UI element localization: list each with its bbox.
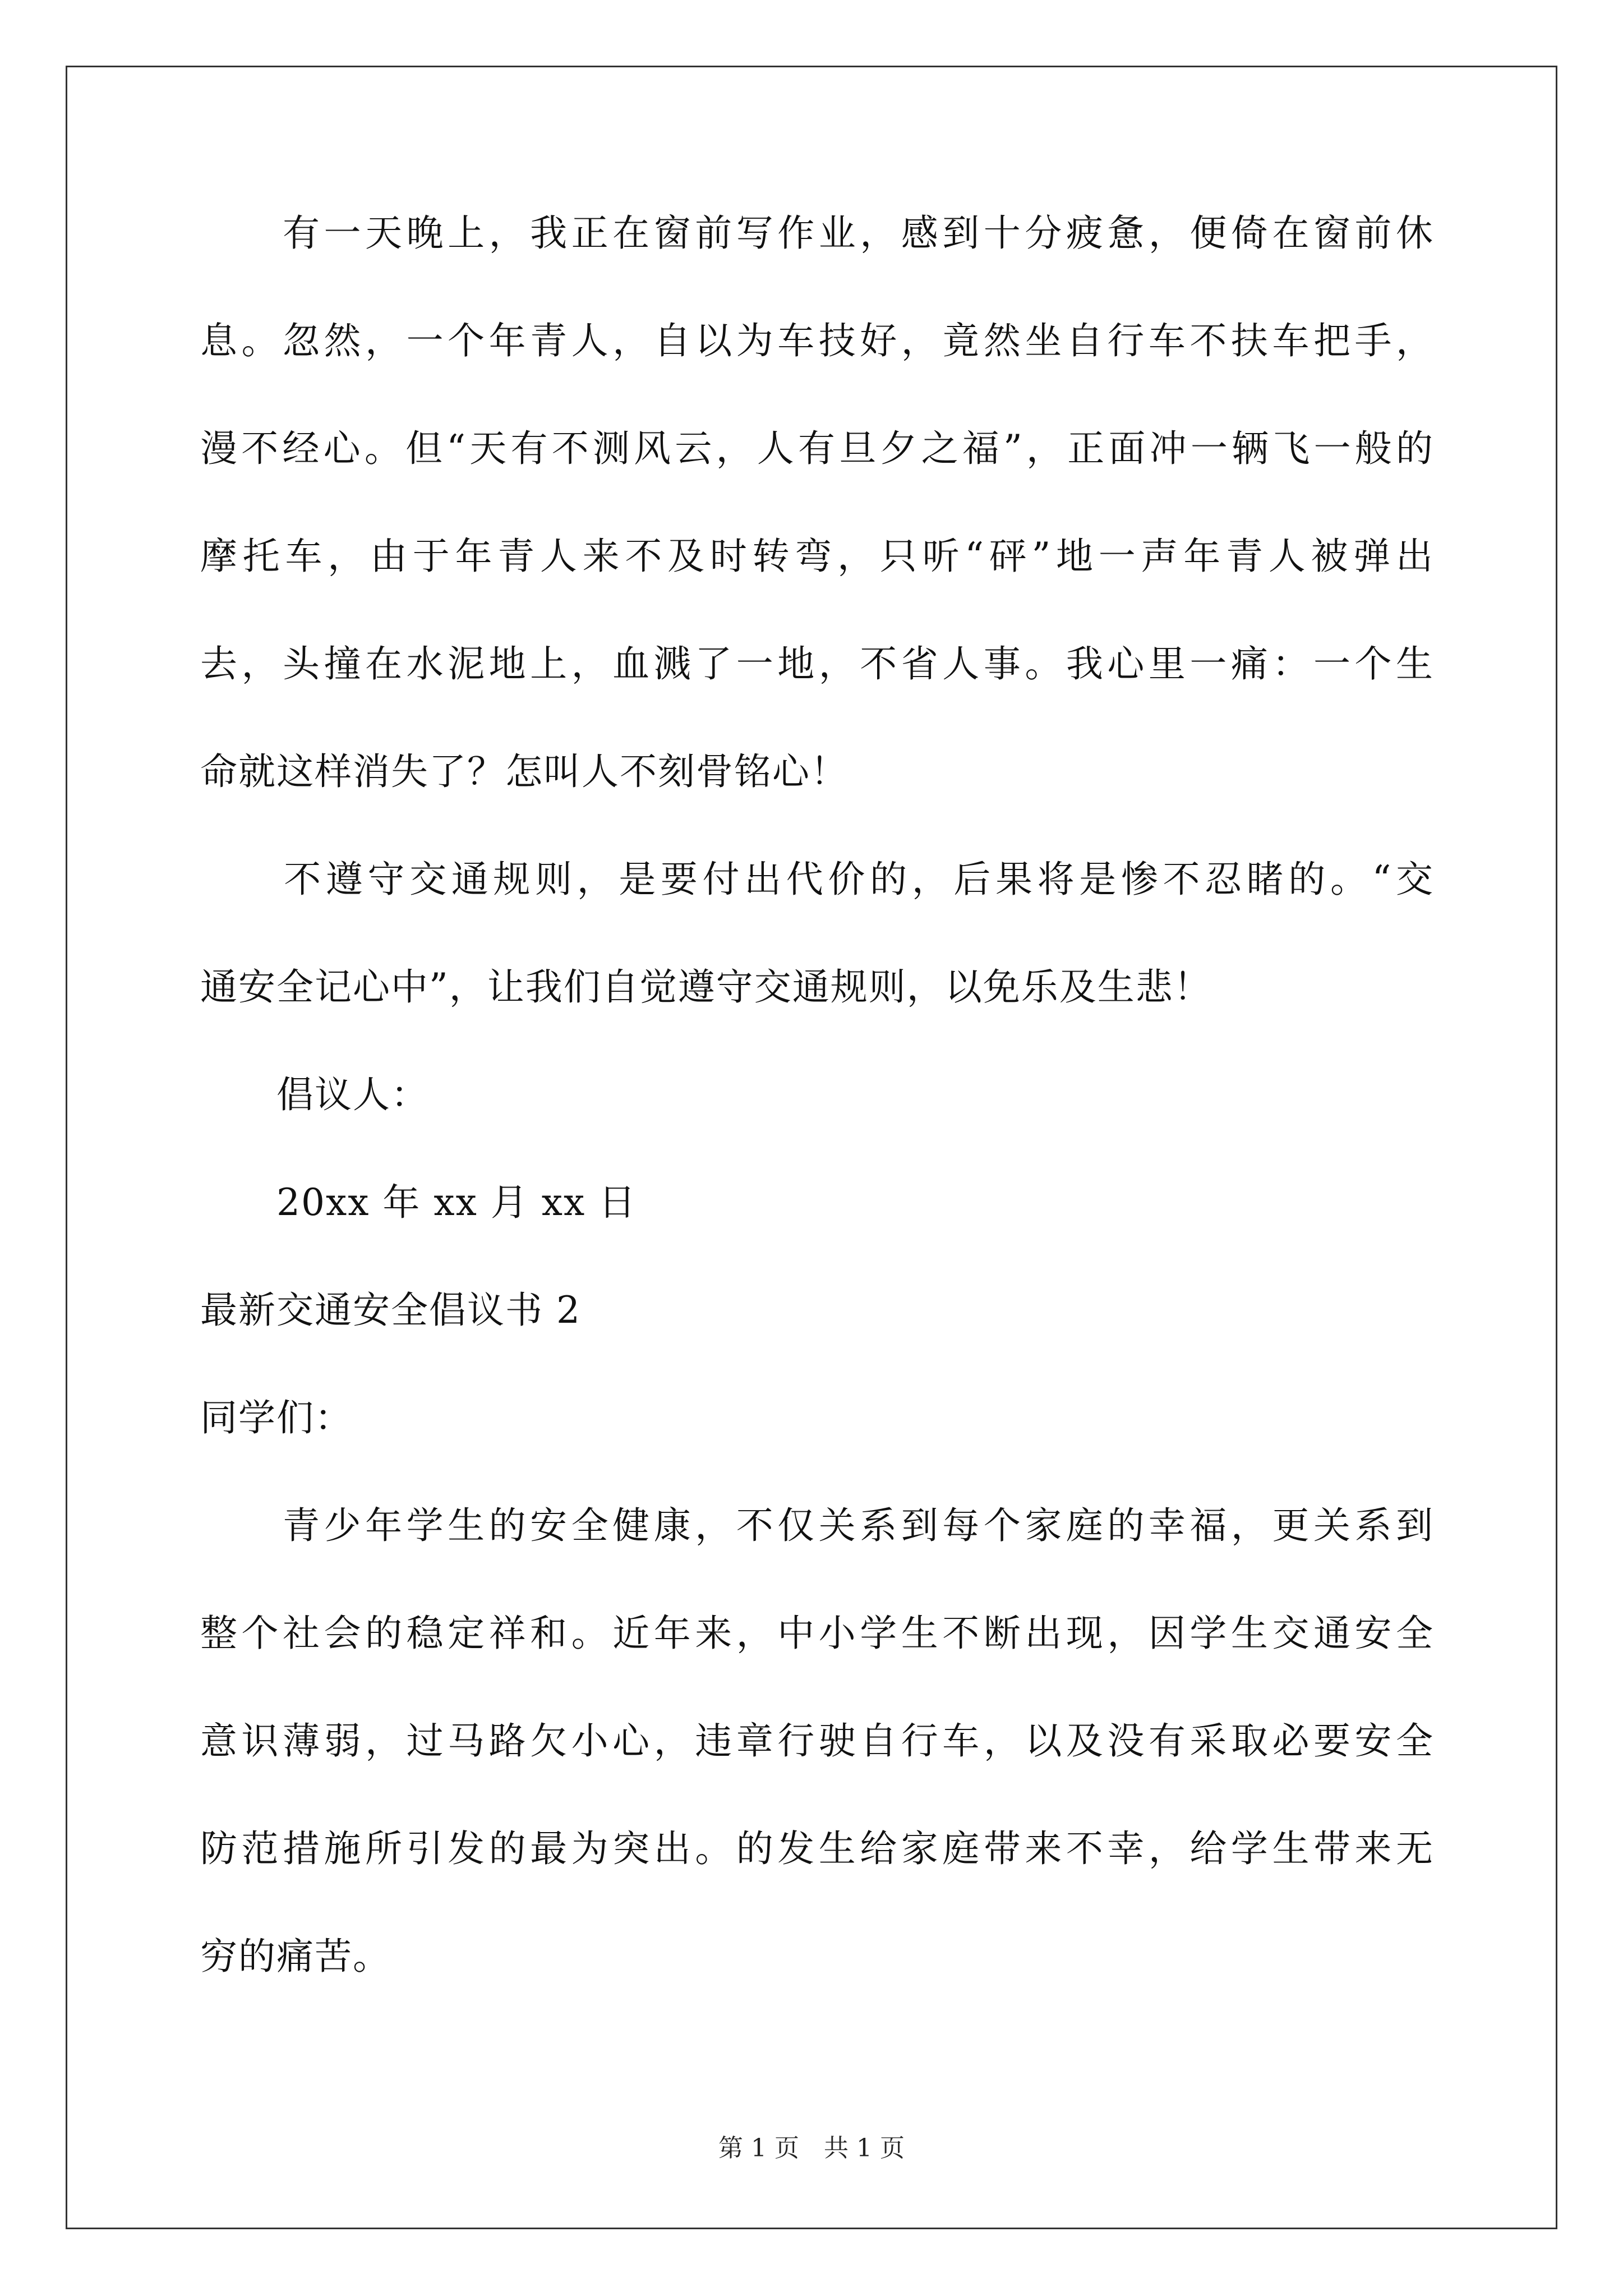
text-line: 穷的痛苦。 [200,1935,391,1978]
page-footer: 第 1 页 共 1 页 [718,2134,905,2162]
text-line: 整个社会的稳定祥和。近年来，中小学生不断出现，因学生交通安全 [200,1612,1434,1655]
text-line: 意识薄弱，过马路欠小心，违章行驶自行车，以及没有采取必要安全 [200,1719,1434,1763]
salutation: 同学们： [200,1396,353,1439]
signature-label: 倡议人： [200,1073,429,1116]
text-line: 有一天晚上，我正在窗前写作业，感到十分疲惫，便倚在窗前休 [200,211,1434,255]
text-line: 去，头撞在水泥地上，血溅了一地，不省人事。我心里一痛：一个生 [200,642,1434,685]
page-border [66,66,1557,2229]
section-title: 最新交通安全倡议书 2 [200,1289,581,1332]
text-line: 不遵守交通规则，是要付出代价的，后果将是惨不忍睹的。“交 [200,858,1434,901]
text-line: 通安全记心中”，让我们自觉遵守交通规则，以免乐及生悲！ [200,965,1212,1009]
date-line: 20xx 年 xx 月 xx 日 [200,1181,637,1224]
text-line: 青少年学生的安全健康，不仅关系到每个家庭的幸福，更关系到 [200,1504,1434,1547]
text-line: 息。忽然，一个年青人，自以为车技好，竟然坐自行车不扶车把手， [200,319,1434,362]
text-line: 防范措施所引发的最为突出。的发生给家庭带来不幸，给学生带来无 [200,1827,1434,1870]
text-line: 命就这样消失了？怎叫人不刻骨铭心！ [200,750,849,793]
text-line: 漫不经心。但“天有不测风云，人有旦夕之福”，正面冲一辆飞一般的 [200,427,1434,470]
text-line: 摩托车，由于年青人来不及时转弯，只听“砰”地一声年青人被弹出 [200,535,1434,578]
